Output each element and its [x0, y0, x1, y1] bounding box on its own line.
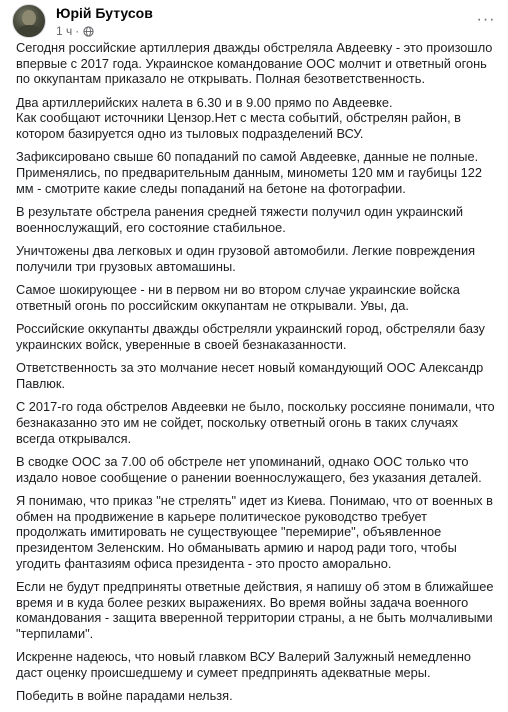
post-paragraph: Зафиксировано свыше 60 попаданий по самой Авдеевке, данные не полные. Применялись, по предварительным данным, минометы 120 мм и гаубицы 122 мм - смотрите какие следы попаданий на бетоне на фотографии. [16, 149, 482, 196]
post-paragraph: С 2017-го года обстрелов Авдеевки не было, поскольку россияне понимали, что безнаказанно это им не сойдет, поскольку ответный огонь в таких случаях всегда открывался. [16, 399, 495, 446]
globe-icon [83, 26, 94, 37]
meta-separator: · [75, 24, 80, 38]
post-paragraph: Сегодня российские артиллерия дважды обстреляла Авдеевку - это произошло впервые с 2017 года. Украинское командование ООС молчит и ответный огонь по оккупантам приказало не открывать. Полная безответственность. [16, 40, 493, 87]
post-meta [56, 24, 94, 38]
post-time[interactable]: 1 ч [56, 24, 73, 38]
post-paragraph: В результате обстрела ранения средней тяжести получил один украинский военнослужащий, его состояние стабильное. [16, 204, 464, 235]
post-header [0, 0, 508, 40]
author-avatar[interactable] [12, 4, 46, 38]
avatar-face [22, 10, 36, 26]
post-text [16, 40, 500, 712]
post-paragraph: В сводке ООС за 7.00 об обстреле нет упоминаний, однако ООС только что издало новое сообщение о ранении военнослужащего, без указания деталей. [16, 454, 482, 485]
post-paragraph: Уничтожены два легковых и один грузовой автомобили. Легкие повреждения получили три грузовых автомашины. [16, 243, 476, 274]
author-name[interactable]: Юрій Бутусов [56, 5, 153, 21]
post-paragraph: Победить в войне парадами нельзя. [16, 688, 233, 704]
avatar-body [16, 25, 42, 38]
post-paragraph: Самое шокирующее - ни в первом ни во втором случае украинские войска ответный огонь по российским оккупантам не открывали. Увы, да. [16, 282, 460, 313]
post-paragraph: Я понимаю, что приказ "не стрелять" идет из Киева. Понимаю, что от военных в обмен на продвижение в карьере политическое руководство требует продолжать имитировать не существующее "перемирие", объявленное президентом Зеленским. Но обманывать армию и народ ради того, чтобы угодить фантазиям офиса президента - это просто аморально. [16, 493, 493, 571]
post-paragraph: Российские оккупанты дважды обстреляли украинский город, обстреляли базу украинских войск, уверенные в своей безнаказанности. [16, 321, 485, 352]
post-paragraph: Ответственность за это молчание несет новый командующий ООС Александр Павлюк. [16, 360, 484, 391]
post-paragraph: Два артиллерийских налета в 6.30 и в 9.00 прямо по Авдеевке. Как сообщают источники Цензор.Нет с места событий, обстрелян район, в котором базируется одно из тыловых подразделений ВСУ. [16, 94, 461, 141]
more-options-button[interactable]: ··· [476, 11, 496, 28]
post-paragraph: Искренне надеюсь, что новый главком ВСУ Валерий Залужный немедленно даст оценку происшедшему и сумеет предпринять адекватные меры. [16, 649, 472, 680]
post-paragraph: Если не будут предприняты ответные действия, я напишу об этом в ближайшее время и в куда более резких выражениях. Во время войны задача военного командования - защита вверенной территории страны, а не быть молчаливыми "терпилами". [16, 579, 494, 641]
